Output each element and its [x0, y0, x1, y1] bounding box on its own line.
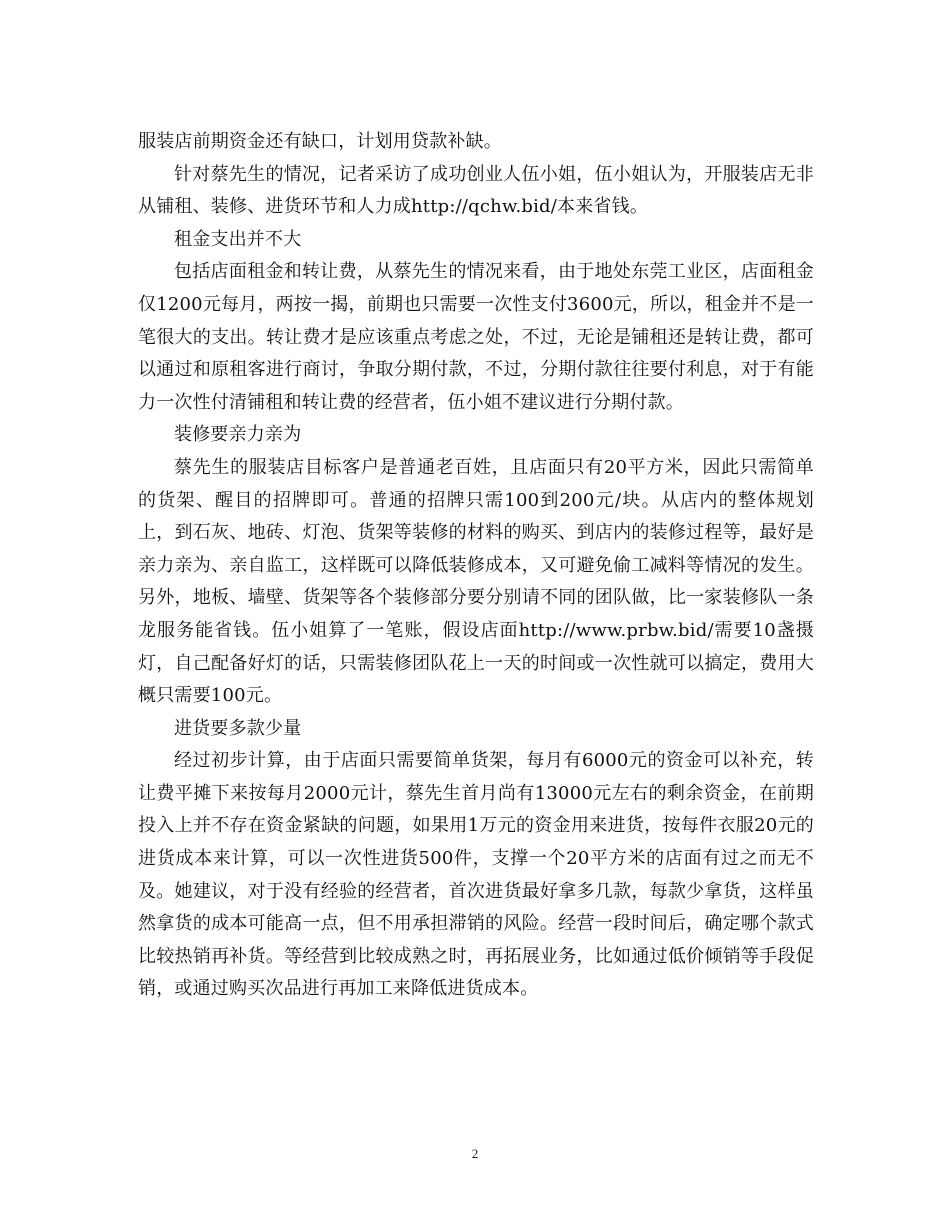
body-text [138, 126, 814, 1006]
section-heading-stock: 进货要多款少量 [174, 717, 302, 739]
paragraph-interview: 针对蔡先生的情况，记者采访了成功创业人伍小姐，伍小姐认为，开服装店无非从铺租、装修、进货环节和人力成http://qchw.bid/本来省钱。 [138, 163, 814, 218]
section-heading-decoration: 装修要亲力亲为 [174, 424, 302, 446]
page-number: 2 [471, 1146, 479, 1161]
paragraph-rent: 包括店面租金和转让费，从蔡先生的情况来看，由于地处东莞工业区，店面租金仅1200元每月，两按一揭，前期也只需要一次性支付3600元，所以，租金并不是一笔很大的支出。转让费才是应该重点考虑之处，不过，无论是铺租还是转让费，都可以通过和原租客进行商讨，争取分期付款，不过，分期付款往往要付利息，对于有能力一次性付清铺租和转让费的经营者，伍小姐不建议进行分期付款。 [138, 261, 814, 413]
paragraph-continuation: 服装店前期资金还有缺口，计划用贷款补缺。 [138, 131, 502, 152]
paragraph-decoration: 蔡先生的服装店目标客户是普通老百姓，且店面只有20平方米，因此只需简单的货架、醒目的招牌即可。普通的招牌只需100到200元/块。从店内的整体规划上，到石灰、地砖、灯泡、货架等装修的材料的购买、到店内的装修过程等，最好是亲力亲为、亲自监工，这样既可以降低装修成本，又可避免偷工减料等情况的发生。另外，地板、墙壁、货架等各个装修部分要分别请不同的团队做，比一家装修队一条龙服务能省钱。伍小姐算了一笔账，假设店面http://www.prbw.bid/需要10盏摄灯，自己配备好灯的话，只需装修团队花上一天的时间或一次性就可以搞定，费用大概只需要100元。 [138, 456, 814, 707]
section-heading-rent: 租金支出并不大 [174, 228, 302, 250]
paragraph-stock: 经过初步计算，由于店面只需要简单货架，每月有6000元的资金可以补充，转让费平摊下来按每月2000元计，蔡先生首月尚有13000元左右的剩余资金，在前期投入上并不存在资金紧缺的问题，如果用1万元的资金用来进货，按每件衣服20元的进货成本来计算，可以一次性进货500件，支撑一个20平方米的店面有过之而无不及。她建议，对于没有经验的经营者，首次进货最好拿多几款，每款少拿货，这样虽然拿货的成本可能高一点，但不用承担滞销的风险。经营一段时间后，确定哪个款式比较热销再补货。等经营到比较成熟之时，再拓展业务，比如通过低价倾销等手段促销，或通过购买次品进行再加工来降低进货成本。 [138, 750, 814, 1000]
